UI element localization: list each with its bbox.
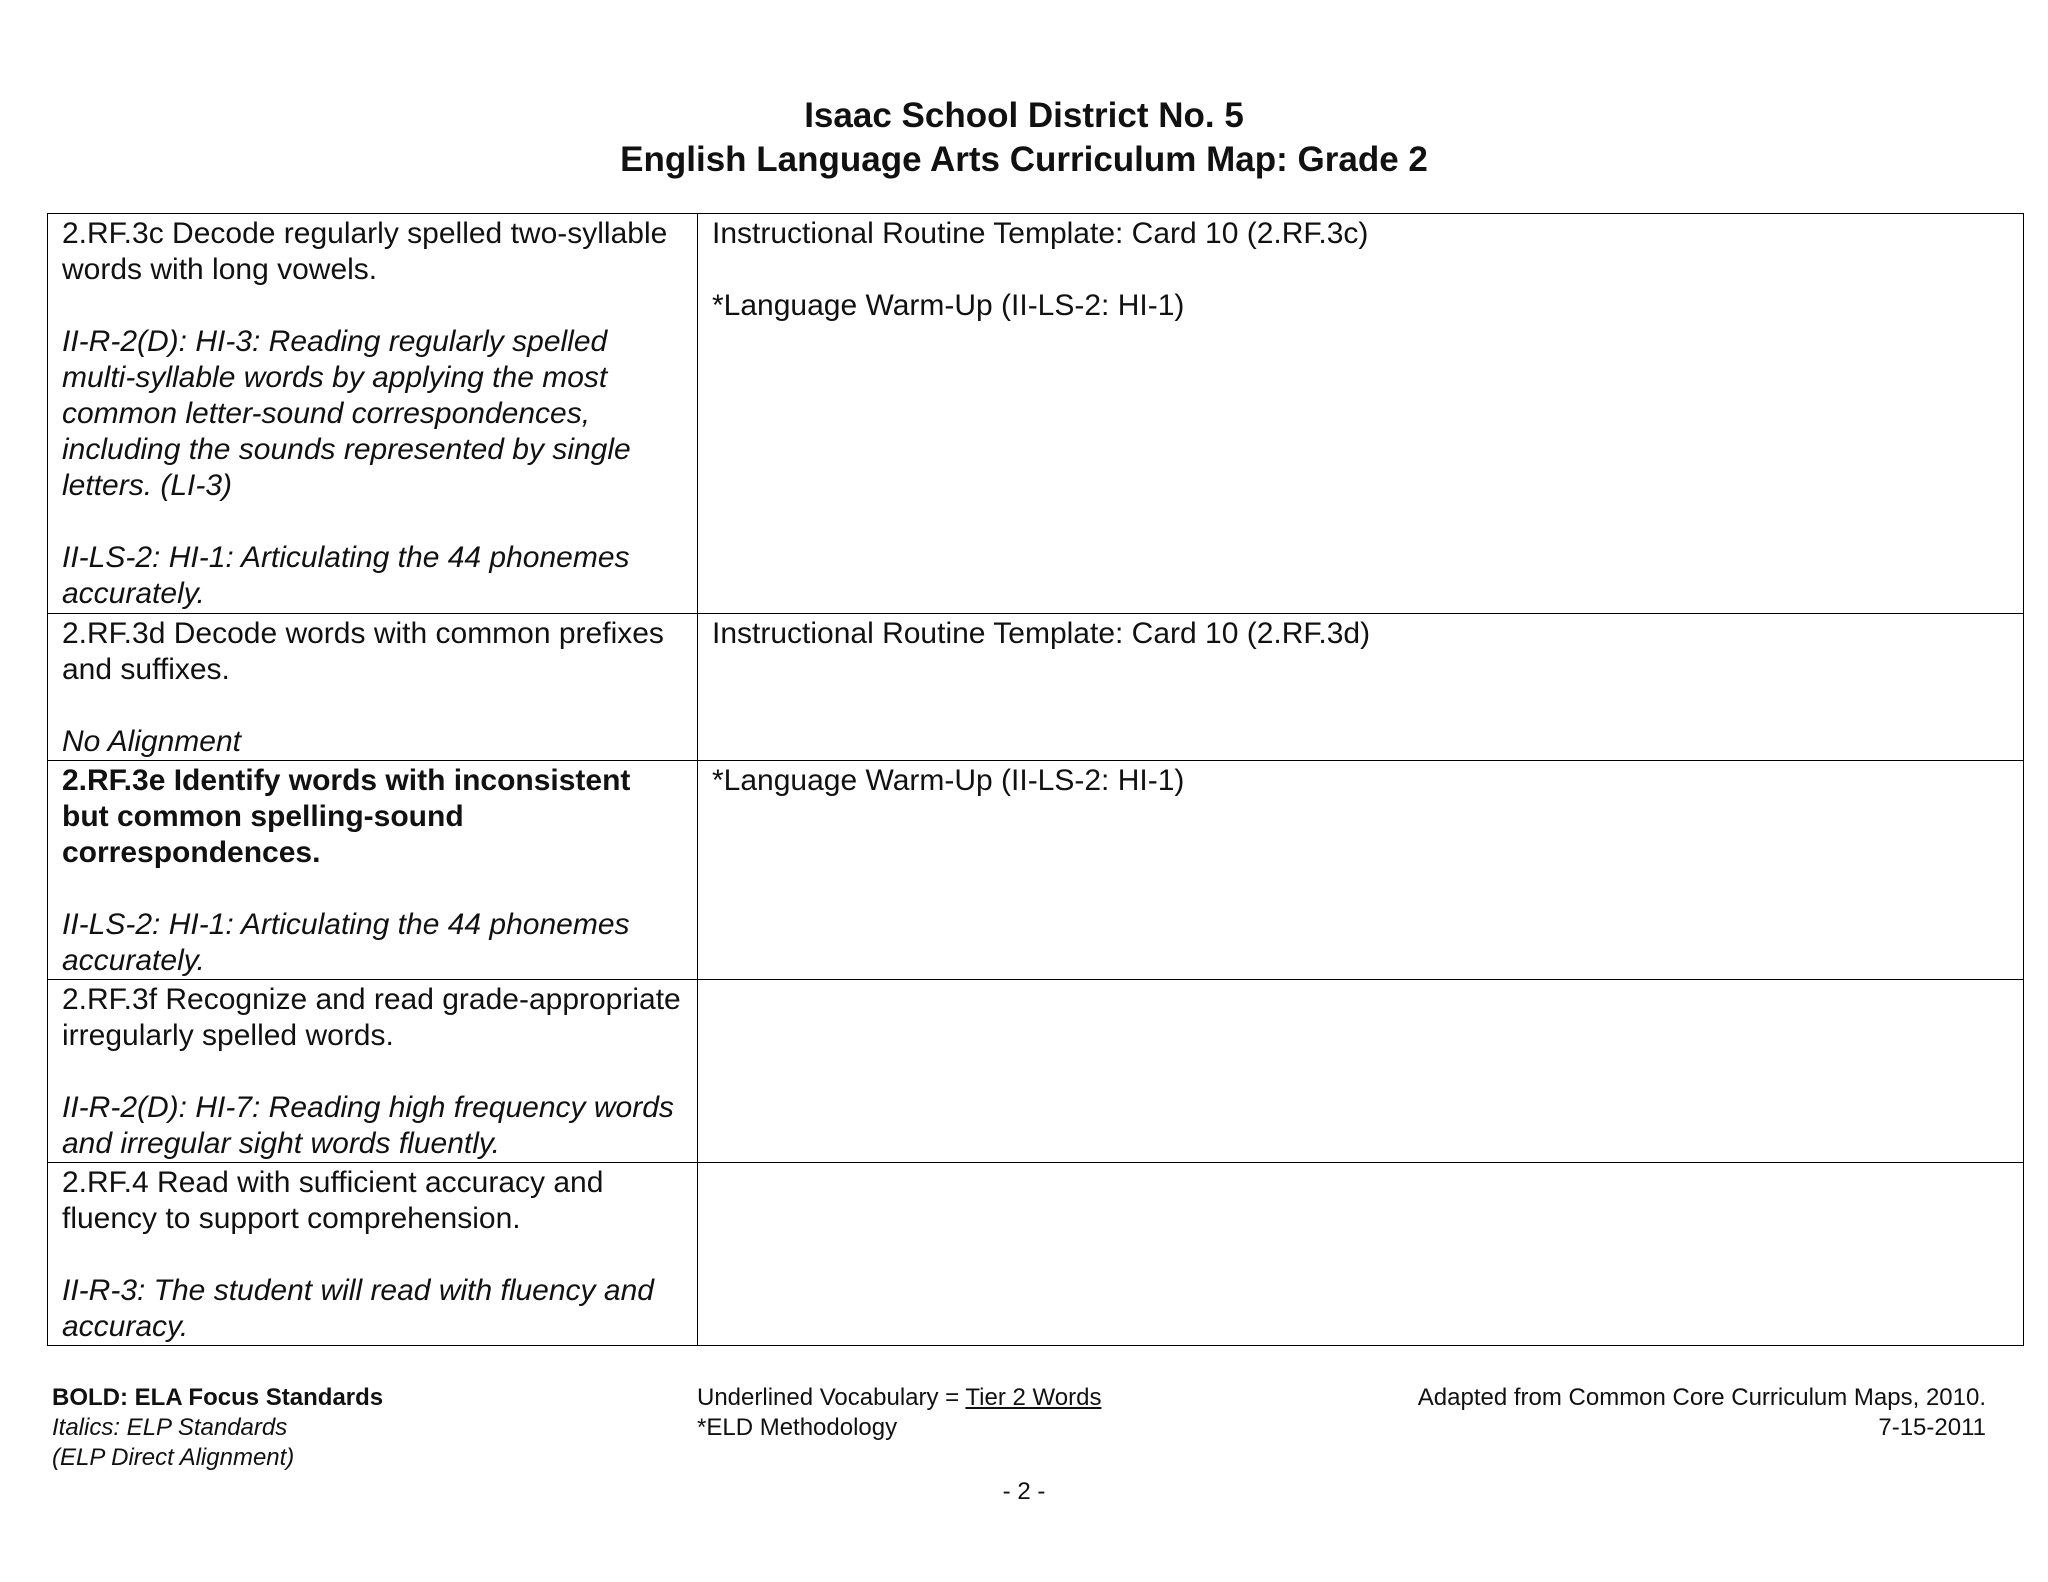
legend-direct-alignment: (ELP Direct Alignment) bbox=[52, 1444, 295, 1471]
legend-bold: BOLD: ELA Focus Standards bbox=[52, 1384, 384, 1411]
district-title: Isaac School District No. 5 bbox=[804, 96, 1244, 135]
note-text: *Language Warm-Up (II-LS-2: HI-1) bbox=[712, 764, 1185, 797]
elp-standard: II-R-3: The student will read with fluency and accuracy. bbox=[62, 1274, 654, 1343]
standard-cell bbox=[48, 980, 698, 1163]
elp-standard: II-R-2(D): HI-7: Reading high frequency words and irregular sight words fluently. bbox=[62, 1091, 674, 1160]
vocabulary-legend bbox=[697, 1383, 1101, 1413]
notes-cell bbox=[698, 980, 2024, 1163]
standard-text: 2.RF.4 Read with sufficient accuracy and fluency to support comprehension. bbox=[62, 1166, 604, 1235]
notes-cell bbox=[698, 761, 2024, 980]
source-citation: Adapted from Common Core Curriculum Maps, 2010. bbox=[1417, 1384, 1986, 1411]
note-text: *Language Warm-Up (II-LS-2: HI-1) bbox=[712, 289, 1185, 322]
curriculum-map-title: English Language Arts Curriculum Map: Grade 2 bbox=[620, 140, 1428, 179]
table-row bbox=[48, 761, 2024, 980]
note-text: Instructional Routine Template: Card 10 (2.RF.3c) bbox=[712, 217, 1369, 250]
source-info bbox=[1418, 1383, 1986, 1443]
notes-cell bbox=[698, 1163, 2024, 1346]
standard-cell bbox=[48, 614, 698, 761]
eld-methodology: *ELD Methodology bbox=[697, 1414, 898, 1441]
note-text: Instructional Routine Template: Card 10 (2.RF.3d) bbox=[712, 617, 1371, 650]
table-row bbox=[48, 980, 2024, 1163]
table-row bbox=[48, 614, 2024, 761]
standard-cell bbox=[48, 761, 698, 980]
elp-standard: II-LS-2: HI-1: Articulating the 44 phonemes accurately. bbox=[62, 541, 630, 610]
standard-cell bbox=[48, 1163, 698, 1346]
curriculum-map-table bbox=[47, 213, 2024, 1346]
elp-standard: II-LS-2: HI-1: Articulating the 44 phonemes accurately. bbox=[62, 908, 630, 977]
elp-standard: II-R-2(D): HI-3: Reading regularly spelled multi-syllable words by applying the most common letter-sound correspondences, including the sounds represented by single letters. (LI-3) bbox=[62, 325, 631, 502]
vocabulary-term: Tier 2 Words bbox=[965, 1384, 1102, 1411]
standard-text: 2.RF.3f Recognize and read grade-appropriate irregularly spelled words. bbox=[62, 983, 681, 1052]
elp-standard: No Alignment bbox=[62, 725, 241, 758]
focus-standard-text: 2.RF.3e Identify words with inconsistent but common spelling-sound correspondences. bbox=[62, 764, 631, 869]
table-row bbox=[48, 1163, 2024, 1346]
revision-date: 7-15-2011 bbox=[1878, 1414, 1986, 1441]
standard-text: 2.RF.3c Decode regularly spelled two-syllable words with long vowels. bbox=[62, 217, 668, 286]
table-row bbox=[48, 214, 2024, 614]
vocabulary-prefix: Underlined Vocabulary = bbox=[697, 1384, 966, 1411]
notes-cell bbox=[698, 614, 2024, 761]
standard-cell bbox=[48, 214, 698, 614]
legend bbox=[52, 1383, 383, 1473]
vocabulary-key bbox=[697, 1383, 1101, 1443]
legend-italics: Italics: ELP Standards bbox=[52, 1414, 288, 1441]
notes-cell bbox=[698, 214, 2024, 614]
standard-text: 2.RF.3d Decode words with common prefixes and suffixes. bbox=[62, 617, 664, 686]
document-header bbox=[0, 94, 2048, 182]
page-number: - 2 - bbox=[1002, 1478, 1046, 1505]
